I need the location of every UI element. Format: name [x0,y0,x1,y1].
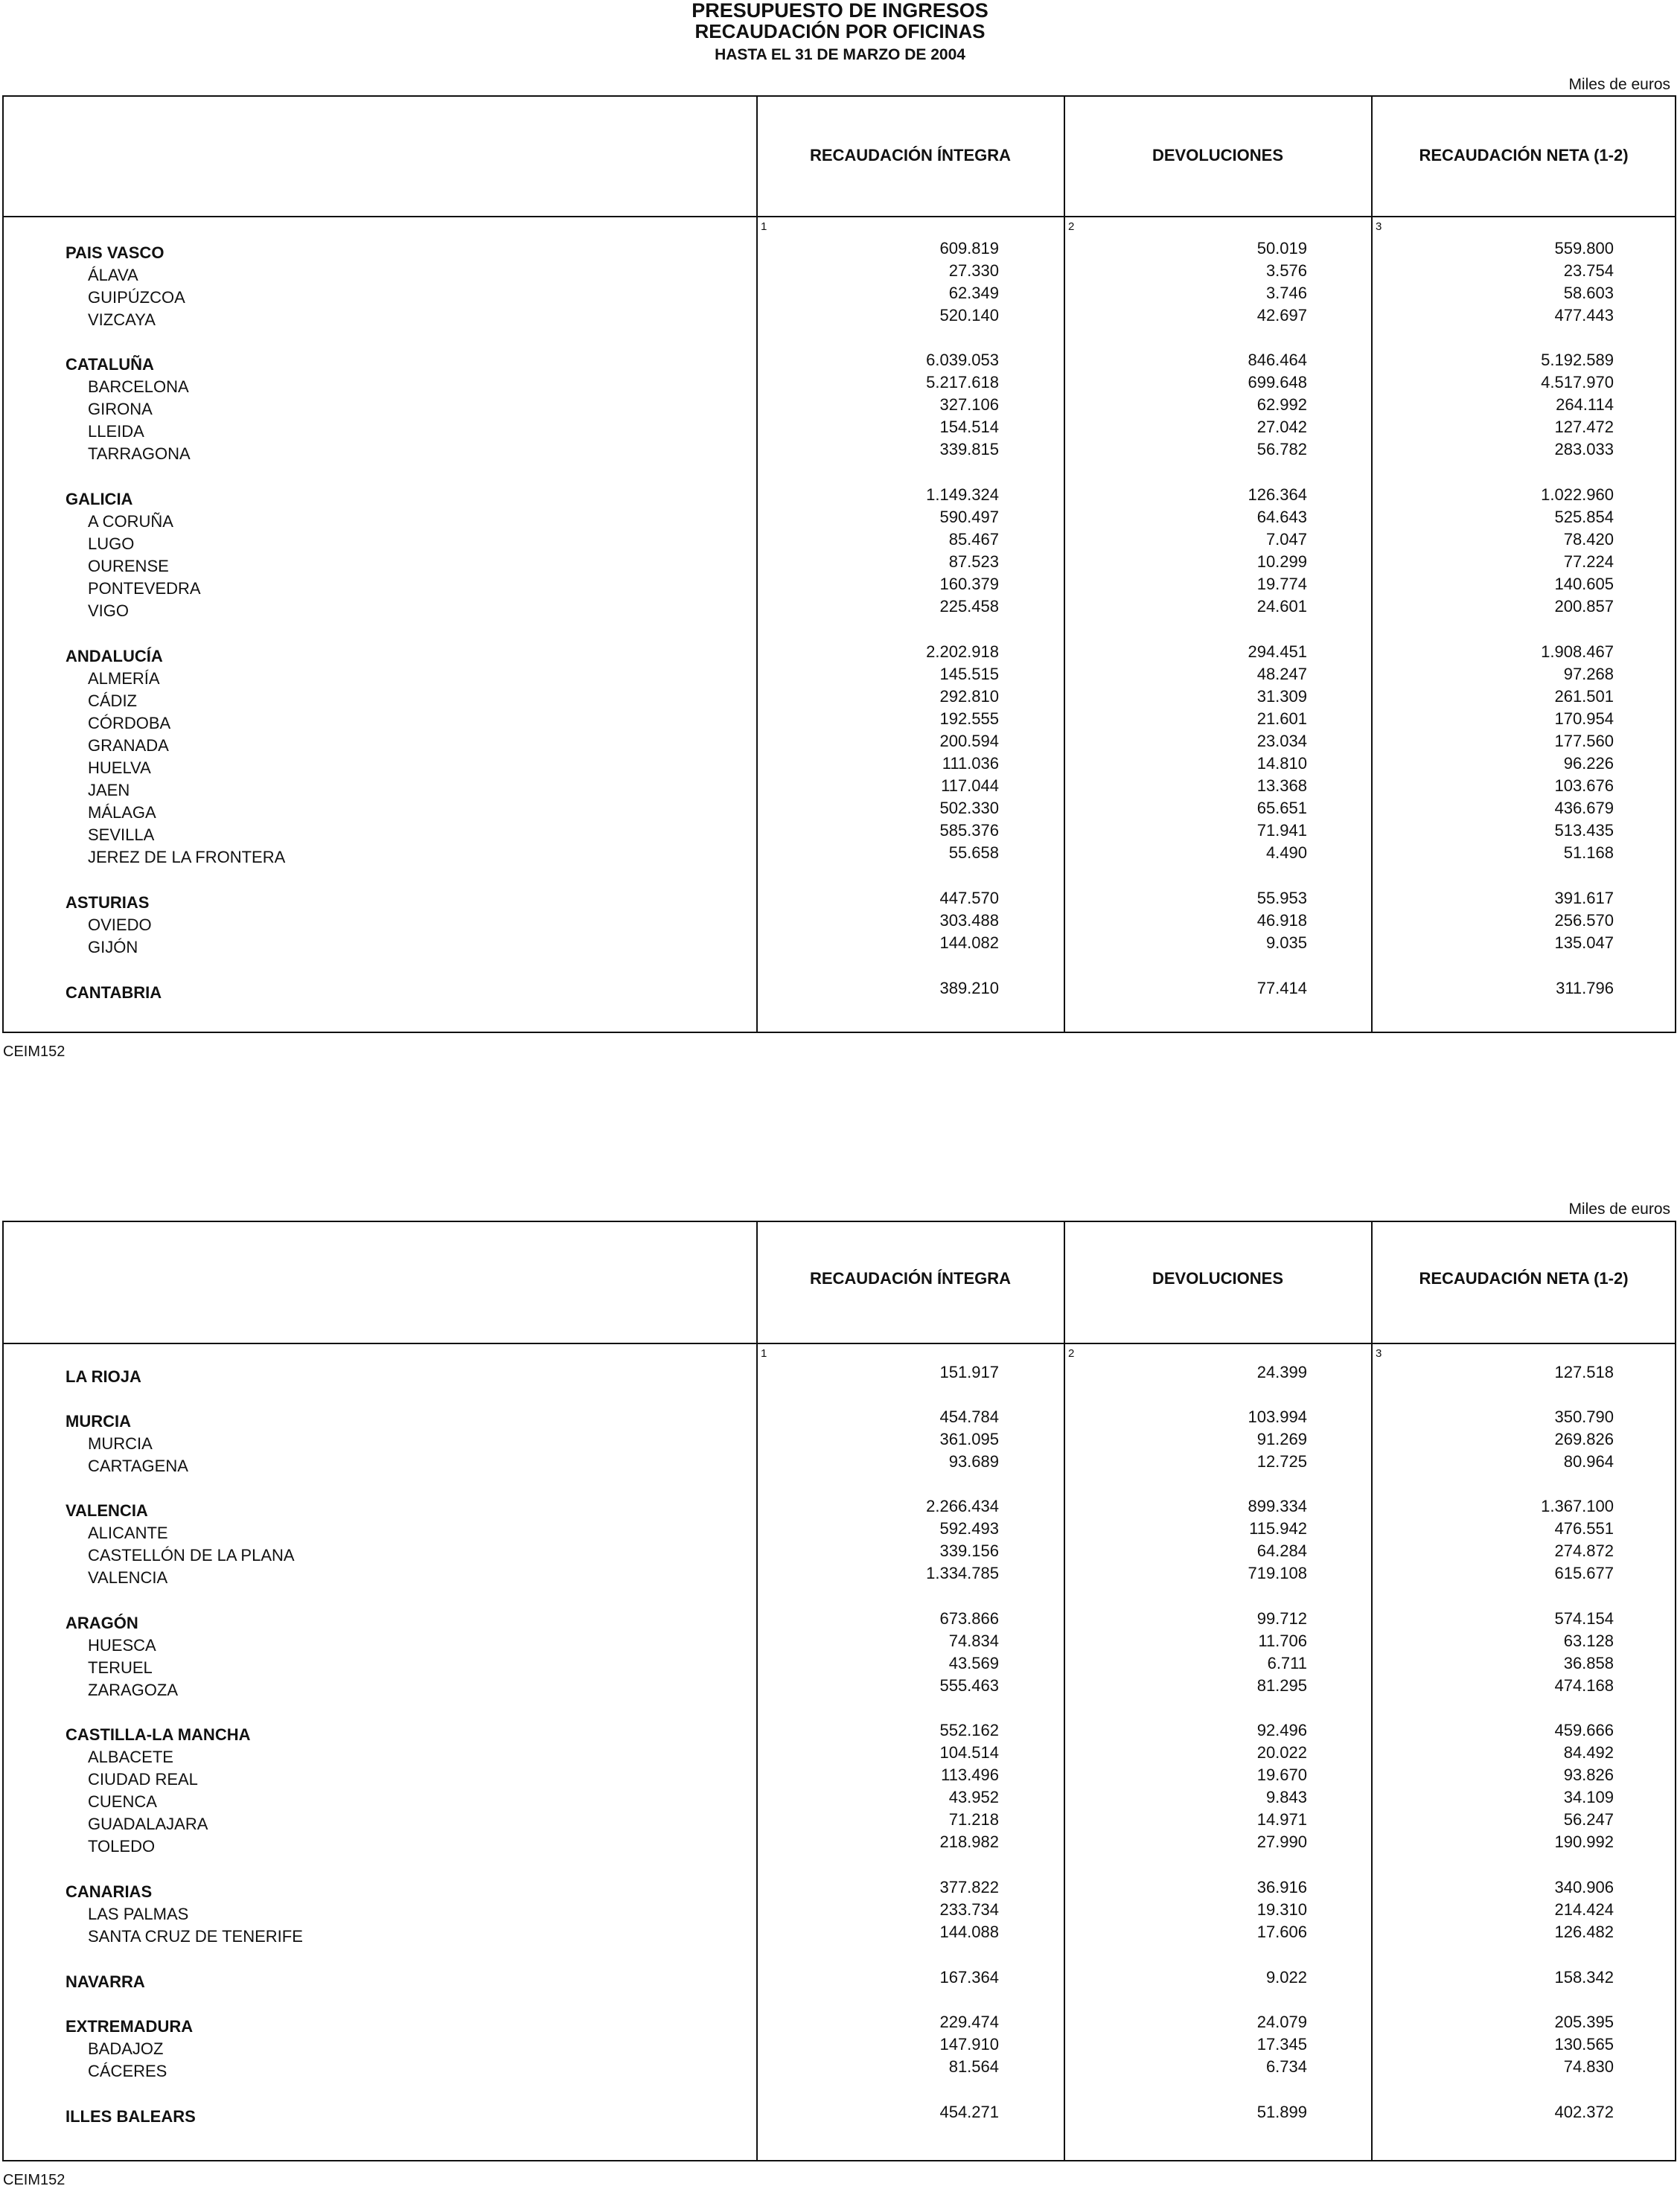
refunds-value: 19.310 [1256,1900,1307,1919]
net-revenue-value: 36.858 [1563,1654,1614,1672]
refunds-value: 65.651 [1256,799,1307,817]
office-label: GIRONA [88,400,153,418]
table-row [0,395,1680,422]
net-revenue-value: 261.501 [1554,687,1614,706]
net-revenue-value: 78.420 [1563,530,1614,549]
region-label: ASTURIAS [66,893,150,912]
net-revenue-value: 615.677 [1554,1564,1614,1582]
gross-revenue-value: 144.082 [939,933,999,952]
refunds-value: 9.022 [1265,1968,1307,1987]
table-row [0,687,1680,714]
refunds-value: 17.345 [1256,2035,1307,2054]
table-row [0,843,1680,870]
net-revenue-value: 4.517.970 [1541,373,1614,392]
refunds-value: 12.725 [1256,1452,1307,1471]
refunds-value: 7.047 [1265,530,1307,549]
refunds-value: 19.670 [1256,1765,1307,1784]
refunds-value: 24.601 [1256,597,1307,616]
region-label: VALENCIA [66,1501,148,1520]
office-label: GIJÓN [88,938,138,956]
gross-revenue-value: 144.088 [939,1923,999,1941]
table-row [0,665,1680,691]
table-row [0,642,1680,669]
office-label: LUGO [88,534,135,553]
gross-revenue-value: 192.555 [939,709,999,728]
gross-revenue-value: 55.658 [948,843,999,862]
refunds-value: 21.601 [1256,709,1307,728]
footer-code: CEIM152 [3,2172,66,2188]
table-row [0,1810,1680,1837]
column-header-1: RECAUDACIÓN ÍNTEGRA [809,1269,1012,1288]
gross-revenue-value: 454.271 [939,2103,999,2121]
net-revenue-value: 391.617 [1554,889,1614,907]
refunds-value: 3.576 [1265,261,1307,280]
page-subtitle: RECAUDACIÓN POR OFICINAS [694,20,986,42]
office-label: SEVILLA [88,825,155,844]
refunds-value: 4.490 [1265,843,1307,862]
table-row [0,306,1680,333]
table-row [0,1632,1680,1658]
table-row [0,351,1680,377]
office-label: ALMERÍA [88,669,160,688]
refunds-value: 55.953 [1256,889,1307,907]
table-row [0,1541,1680,1568]
table-row [0,597,1680,624]
region-label: CANARIAS [66,1882,153,1901]
refunds-value: 6.711 [1267,1654,1307,1672]
gross-revenue-value: 151.917 [939,1363,999,1381]
table-row [0,530,1680,557]
refunds-value: 27.990 [1256,1832,1307,1851]
net-revenue-value: 256.570 [1554,911,1614,930]
region-label: ARAGÓN [66,1614,138,1632]
table-row [0,552,1680,579]
table-row [0,889,1680,915]
net-revenue-value: 177.560 [1554,732,1614,750]
units-label: Miles de euros [1568,1201,1670,1218]
gross-revenue-value: 85.467 [948,530,999,549]
gross-revenue-value: 113.496 [941,1765,999,1784]
office-label: HUELVA [88,758,151,777]
column-number-2: 2 [1068,220,1075,233]
refunds-value: 719.108 [1248,1564,1307,1582]
net-revenue-value: 103.676 [1554,776,1614,795]
refunds-value: 56.782 [1256,440,1307,458]
office-label: CÓRDOBA [88,714,171,732]
net-revenue-value: 97.268 [1563,665,1614,683]
header-divider [2,1343,1676,1344]
table-row [0,1407,1680,1434]
table-row [0,440,1680,467]
refunds-value: 77.414 [1256,979,1307,997]
table-row [0,1519,1680,1546]
office-label: ALICANTE [88,1524,168,1542]
refunds-value: 71.941 [1256,821,1307,840]
refunds-value: 10.299 [1256,552,1307,571]
gross-revenue-value: 377.822 [939,1878,999,1896]
column-number-3: 3 [1376,220,1382,233]
gross-revenue-value: 218.982 [939,1832,999,1851]
header-divider [2,216,1676,217]
gross-revenue-value: 111.036 [942,754,999,773]
gross-revenue-value: 229.474 [939,2013,999,2031]
net-revenue-value: 93.826 [1563,1765,1614,1784]
region-label: CANTABRIA [66,983,162,1002]
net-revenue-value: 525.854 [1554,508,1614,526]
refunds-value: 27.042 [1256,418,1307,436]
table-row [0,1968,1680,1995]
gross-revenue-value: 292.810 [939,687,999,706]
net-revenue-value: 476.551 [1554,1519,1614,1538]
table-row [0,2057,1680,2084]
net-revenue-value: 214.424 [1554,1900,1614,1919]
net-revenue-value: 23.754 [1563,261,1614,280]
net-revenue-value: 77.224 [1563,552,1614,571]
table-row [0,1609,1680,1636]
office-label: SANTA CRUZ DE TENERIFE [88,1927,303,1946]
table-row [0,799,1680,825]
office-label: BARCELONA [88,377,189,396]
office-label: CÁDIZ [88,691,137,710]
gross-revenue-value: 62.349 [948,284,999,302]
table-row [0,1430,1680,1457]
refunds-value: 6.734 [1265,2057,1307,2076]
gross-revenue-value: 502.330 [939,799,999,817]
refunds-value: 103.994 [1248,1407,1307,1426]
net-revenue-value: 56.247 [1563,1810,1614,1829]
office-label: GRANADA [88,736,169,755]
net-revenue-value: 311.796 [1556,979,1614,997]
table-row [0,776,1680,803]
net-revenue-value: 34.109 [1563,1788,1614,1806]
net-revenue-value: 130.565 [1554,2035,1614,2054]
office-label: GUIPÚZCOA [88,288,185,307]
refunds-value: 24.399 [1256,1363,1307,1381]
table-row [0,1452,1680,1479]
table-row [0,1788,1680,1815]
table-row [0,1878,1680,1905]
gross-revenue-value: 447.570 [939,889,999,907]
refunds-value: 23.034 [1256,732,1307,750]
column-number-1: 1 [761,1347,767,1360]
column-header-2: DEVOLUCIONES [1152,146,1284,164]
region-label: LA RIOJA [66,1367,141,1386]
column-header-3: RECAUDACIÓN NETA (1-2) [1419,1269,1629,1288]
net-revenue-value: 269.826 [1554,1430,1614,1448]
region-label: NAVARRA [66,1972,145,1991]
table-row [0,1743,1680,1770]
office-label: TOLEDO [88,1837,156,1856]
gross-revenue-value: 1.334.785 [926,1564,999,1582]
refunds-value: 115.942 [1249,1519,1307,1538]
office-label: LAS PALMAS [88,1905,189,1923]
gross-revenue-value: 1.149.324 [926,485,999,504]
net-revenue-value: 513.435 [1554,821,1614,840]
refunds-value: 19.774 [1256,575,1307,593]
refunds-value: 3.746 [1265,284,1307,302]
gross-revenue-value: 81.564 [948,2057,999,2076]
gross-revenue-value: 71.218 [948,1810,999,1829]
gross-revenue-value: 585.376 [939,821,999,840]
office-label: OURENSE [88,557,169,575]
refunds-value: 62.992 [1256,395,1307,414]
refunds-value: 91.269 [1256,1430,1307,1448]
net-revenue-value: 63.128 [1563,1632,1614,1650]
table-row [0,1676,1680,1703]
table-row [0,979,1680,1006]
office-label: CUENCA [88,1792,157,1811]
office-label: OVIEDO [88,915,152,934]
gross-revenue-value: 74.834 [948,1632,999,1650]
refunds-value: 17.606 [1256,1923,1307,1941]
region-label: CASTILLA-LA MANCHA [66,1725,251,1744]
net-revenue-value: 436.679 [1554,799,1614,817]
net-revenue-value: 350.790 [1554,1407,1614,1426]
office-label: LLEIDA [88,422,144,441]
refunds-value: 126.364 [1248,485,1307,504]
office-label: HUESCA [88,1636,156,1655]
gross-revenue-value: 555.463 [939,1676,999,1695]
table-row [0,575,1680,601]
office-label: BADAJOZ [88,2039,164,2058]
gross-revenue-value: 200.594 [939,732,999,750]
refunds-value: 9.843 [1265,1788,1307,1806]
net-revenue-value: 274.872 [1554,1541,1614,1560]
gross-revenue-value: 339.156 [939,1541,999,1560]
office-label: ÁLAVA [88,266,138,284]
office-label: ALBACETE [88,1748,173,1766]
gross-revenue-value: 104.514 [939,1743,999,1762]
table-row [0,2013,1680,2039]
refunds-value: 14.971 [1256,1810,1307,1829]
gross-revenue-value: 160.379 [939,575,999,593]
region-label: MURCIA [66,1412,131,1431]
net-revenue-value: 5.192.589 [1541,351,1614,369]
net-revenue-value: 559.800 [1554,239,1614,258]
refunds-value: 51.899 [1256,2103,1307,2121]
gross-revenue-value: 2.266.434 [926,1497,999,1515]
column-number-2: 2 [1068,1347,1075,1360]
table-row [0,933,1680,960]
table-row [0,1832,1680,1859]
net-revenue-value: 1.022.960 [1541,485,1614,504]
net-revenue-value: 1.908.467 [1541,642,1614,661]
refunds-value: 14.810 [1256,754,1307,773]
net-revenue-value: 477.443 [1554,306,1614,325]
net-revenue-value: 127.472 [1554,418,1614,436]
gross-revenue-value: 145.515 [939,665,999,683]
office-label: VIZCAYA [88,310,156,329]
gross-revenue-value: 27.330 [948,261,999,280]
office-label: ZARAGOZA [88,1681,179,1699]
table-row [0,2035,1680,2062]
refunds-value: 13.368 [1256,776,1307,795]
refunds-value: 846.464 [1248,351,1307,369]
refunds-value: 50.019 [1256,239,1307,258]
net-revenue-value: 283.033 [1554,440,1614,458]
gross-revenue-value: 339.815 [939,440,999,458]
gross-revenue-value: 590.497 [939,508,999,526]
gross-revenue-value: 389.210 [939,979,999,997]
refunds-value: 42.697 [1256,306,1307,325]
net-revenue-value: 127.518 [1554,1363,1614,1381]
refunds-value: 36.916 [1256,1878,1307,1896]
gross-revenue-value: 673.866 [939,1609,999,1628]
gross-revenue-value: 303.488 [939,911,999,930]
table-row [0,709,1680,736]
net-revenue-value: 126.482 [1554,1923,1614,1941]
region-label: ANDALUCÍA [66,647,163,665]
office-label: VALENCIA [88,1568,168,1587]
net-revenue-value: 474.168 [1554,1676,1614,1695]
gross-revenue-value: 225.458 [939,597,999,616]
office-label: CASTELLÓN DE LA PLANA [88,1546,295,1565]
column-number-1: 1 [761,220,767,233]
region-label: ILLES BALEARS [66,2107,196,2126]
gross-revenue-value: 454.784 [939,1407,999,1426]
table-row [0,1923,1680,1949]
net-revenue-value: 58.603 [1563,284,1614,302]
net-revenue-value: 135.047 [1554,933,1614,952]
office-label: TARRAGONA [88,444,191,463]
region-label: EXTREMADURA [66,2017,194,2036]
refunds-value: 48.247 [1256,665,1307,683]
net-revenue-value: 1.367.100 [1541,1497,1614,1515]
net-revenue-value: 158.342 [1554,1968,1614,1987]
gross-revenue-value: 93.689 [948,1452,999,1471]
table-row [0,732,1680,758]
gross-revenue-value: 552.162 [939,1721,999,1739]
gross-revenue-value: 167.364 [939,1968,999,1987]
refunds-value: 11.706 [1258,1632,1307,1650]
gross-revenue-value: 154.514 [939,418,999,436]
region-label: GALICIA [66,490,133,508]
column-number-3: 3 [1376,1347,1382,1360]
office-label: PONTEVEDRA [88,579,201,598]
gross-revenue-value: 87.523 [948,552,999,571]
net-revenue-value: 74.830 [1563,2057,1614,2076]
office-label: CARTAGENA [88,1457,188,1475]
gross-revenue-value: 2.202.918 [926,642,999,661]
gross-revenue-value: 233.734 [939,1900,999,1919]
region-label: PAIS VASCO [66,243,165,262]
refunds-value: 20.022 [1256,1743,1307,1762]
office-label: CIUDAD REAL [88,1770,198,1789]
refunds-value: 81.295 [1256,1676,1307,1695]
table-row [0,284,1680,310]
table-row [0,418,1680,444]
office-label: TERUEL [88,1658,153,1677]
table-row [0,261,1680,288]
table-row [0,1765,1680,1792]
net-revenue-value: 264.114 [1556,395,1614,414]
gross-revenue-value: 147.910 [939,2035,999,2054]
gross-revenue-value: 592.493 [939,1519,999,1538]
column-header-1: RECAUDACIÓN ÍNTEGRA [809,146,1012,164]
column-header-3: RECAUDACIÓN NETA (1-2) [1419,146,1629,164]
net-revenue-value: 190.992 [1554,1832,1614,1851]
office-label: VIGO [88,601,130,620]
net-revenue-value: 96.226 [1563,754,1614,773]
office-label: GUADALAJARA [88,1815,208,1833]
gross-revenue-value: 327.106 [939,395,999,414]
net-revenue-value: 200.857 [1554,597,1614,616]
table-row [0,1900,1680,1927]
gross-revenue-value: 117.044 [941,776,999,795]
net-revenue-value: 84.492 [1563,1743,1614,1762]
table-row [0,1564,1680,1591]
net-revenue-value: 574.154 [1554,1609,1614,1628]
refunds-value: 699.648 [1248,373,1307,392]
table-row [0,911,1680,938]
page-date: HASTA EL 31 DE MARZO DE 2004 [715,46,965,63]
table-row [0,1721,1680,1748]
gross-revenue-value: 5.217.618 [926,373,999,392]
refunds-value: 46.918 [1256,911,1307,930]
office-label: A CORUÑA [88,512,173,531]
table-row [0,754,1680,781]
column-header-2: DEVOLUCIONES [1152,1269,1284,1288]
net-revenue-value: 402.372 [1554,2103,1614,2121]
table-row [0,1654,1680,1681]
table-row [0,1497,1680,1524]
table-row [0,2103,1680,2129]
refunds-value: 99.712 [1256,1609,1307,1628]
table-row [0,508,1680,534]
page-title: PRESUPUESTO DE INGRESOS [692,0,988,22]
refunds-value: 9.035 [1265,933,1307,952]
table-row [0,485,1680,512]
net-revenue-value: 459.666 [1554,1721,1614,1739]
office-label: JEREZ DE LA FRONTERA [88,848,286,866]
table-row [0,1363,1680,1390]
table-row [0,821,1680,848]
refunds-value: 64.284 [1256,1541,1307,1560]
gross-revenue-value: 520.140 [939,306,999,325]
refunds-value: 294.451 [1248,642,1307,661]
refunds-value: 31.309 [1256,687,1307,706]
net-revenue-value: 80.964 [1563,1452,1614,1471]
office-label: JAEN [88,781,130,799]
refunds-value: 64.643 [1256,508,1307,526]
gross-revenue-value: 43.952 [948,1788,999,1806]
office-label: MURCIA [88,1434,153,1453]
gross-revenue-value: 609.819 [939,239,999,258]
gross-revenue-value: 43.569 [948,1654,999,1672]
refunds-value: 899.334 [1248,1497,1307,1515]
net-revenue-value: 140.605 [1554,575,1614,593]
net-revenue-value: 51.168 [1563,843,1614,862]
units-label: Miles de euros [1568,76,1670,93]
table-row [0,373,1680,400]
region-label: CATALUÑA [66,355,154,374]
net-revenue-value: 170.954 [1554,709,1614,728]
gross-revenue-value: 361.095 [939,1430,999,1448]
net-revenue-value: 205.395 [1554,2013,1614,2031]
gross-revenue-value: 6.039.053 [926,351,999,369]
table-row [0,239,1680,266]
refunds-value: 24.079 [1256,2013,1307,2031]
office-label: MÁLAGA [88,803,156,822]
refunds-value: 92.496 [1256,1721,1307,1739]
office-label: CÁCERES [88,2062,167,2080]
footer-code: CEIM152 [3,1044,66,1060]
net-revenue-value: 340.906 [1554,1878,1614,1896]
